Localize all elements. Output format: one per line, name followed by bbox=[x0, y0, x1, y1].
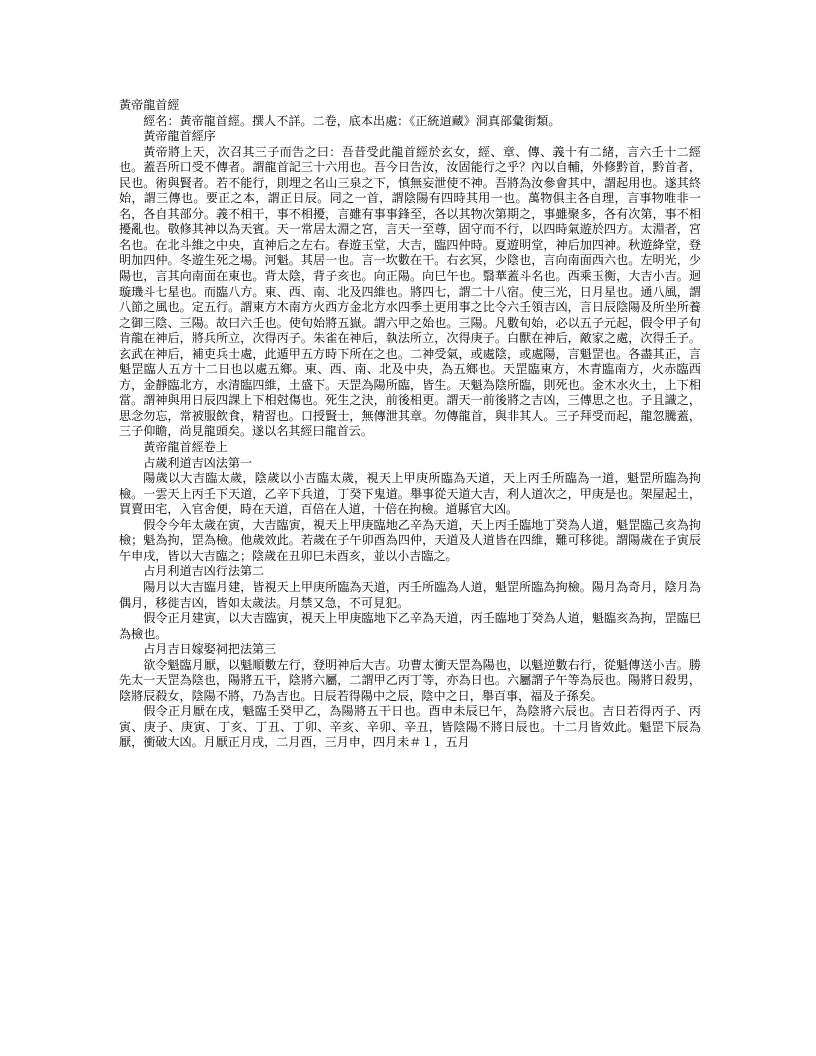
preface-body: 黃帝將上天，次召其三子而告之曰：吾昔受此龍首經於玄女，經、章、傳、義十有二緒，言六壬十二經也。蓋吾所口受不傳者。謂龍首記三十六用也。吾今日告汝，汝固能行之乎？內以自輔，外修黔首，黔首者，民也。術與賢者。若不能行，則埋之名山三泉之下，慎無妄泄使不神。吾將為汝參會其中，謂起用也。遂其終始，謂三傳也。要正之本，謂正日辰。同之一首，謂陰陽有四時其用一也。萬物俱主各自理，言事物唯非一名，各自其部分。義不相干，事不相擾，言雖有事事鋒至，各以其物次第期之，事雖聚多，各有次第，事不相擾亂也。敬修其神以為天賓。天一常居太淵之宮，言天一至尊，固守而不行，以四時氣遊於四方。太淵者，宮名也。在北斗維之中央，直神后之左右。春遊玉堂，大吉，臨四仲時。夏遊明堂，神后加四神。秋遊絳堂，登明加四仲。冬遊生死之場。河魁。其居一也。言一坎數在干。右玄冥，少陰也，言向南面西六也。左明光，少陽也，言其向南面在東也。背太陰，背子亥也。向正陽。向巳午也。翳華蓋斗名也。西乘玉衡，大吉小吉。迴璇璣斗七星也。而臨八方。東、西、南、北及四維也。將四七，謂二十八宿。使三光，日月星也。通八風，謂八節之風也。定五行。謂東方木南方火西方金北方水四季土更用事之比令六壬領吉凶，言日辰陰陽及所坐所養之御三陰、三陽。故曰六壬也。使旬始將五嶽。謂六甲之始也。三陽。凡數旬始，必以五子元起，假令甲子旬肯龍在神后，將兵所立，次得丙子。朱雀在神后，執法所立，次得庚子。白獸在神后，敵家之處，次得壬子。玄武在神后，補吏兵士處，此遁甲五方時下所在之也。二神受氣，或處陰，或處陽，言魁罡也。各盡其正，言魁罡臨人五方十二日也以處五鄉。東、西、南、北及中央，為五鄉也。天罡臨東方，木青臨南方，火赤臨西方，金靜臨北方，水清臨四維，土盛下。天罡為陽所臨，皆生。天魁為陰所臨，則死也。金木水火土，上下相當。謂神與用日辰四課上下相尅傷也。死生之決，前後相更。謂天一前後將之吉凶，三傳思之也。子且識之，思念勿忘，常被服飲食，精習也。口授賢士，無傳泄其章。勿傳龍首，與非其人。三子拜受而起，龍忽騰蓋，三子仰瞻，尚見龍頭矣。遂以名其經曰龍首云。 bbox=[119, 144, 701, 439]
chapter-3-body: 欲令魁臨月厭，以魁順數左行，登明神后大吉。功曹太衝天罡為陽也，以魁逆數右行，從魁傳送小吉。勝先太一天罡為陰也，陽將五干，陰將六屬，二謂甲乙丙丁等，亦為日也。六屬謂子午等為辰也。陽將日殺男，陰將辰殺女，陰陽不將，乃為吉也。日辰若得陽中之辰，陰中之日，舉百事，福及子孫矣。 bbox=[119, 657, 701, 703]
preface-heading: 黃帝龍首經序 bbox=[143, 129, 216, 144]
volume-heading: 黃帝龍首經卷上 bbox=[143, 440, 228, 455]
chapter-1-example: 假令今年太歲在寅，大吉臨寅，視天上甲庚臨地乙辛為天道，天上丙壬臨地丁癸為人道，魁罡臨己亥為拘檢；魁為拘，罡為檢。他歲效此。若歲在子午卯酉為四仲，天道及人道皆在四維，難可移徙。謂陽歲在子寅辰午申戌，皆以大吉臨之；陰歲在丑卯巳未酉亥，並以小吉臨之。 bbox=[119, 517, 701, 563]
document-body bbox=[119, 98, 701, 751]
chapter-1-body: 陽歲以大吉臨太歲，陰歲以小吉臨太歲，視天上甲庚所臨為天道，天上丙壬所臨為一道，魁罡所臨為拘檢。一雲天上丙壬下天道，乙辛下兵道，丁癸下鬼道。舉事從天道大吉，利人道次之，甲庚是也。架屋起土，買賣田宅，入官舍便，時在天道，百倍在人道，十倍在拘檢。道縣官大凶。 bbox=[119, 471, 701, 517]
doc-title: 黃帝龍首經 bbox=[119, 98, 180, 112]
chapter-2-example: 假令正月建寅，以大吉臨寅，視天上甲庚臨地下乙辛為天道，丙壬臨地丁癸為人道，魁臨亥為拘，罡臨巳為檢也。 bbox=[119, 611, 701, 641]
chapter-2-body: 陽月以大吉臨月建，皆視天上甲庚所臨為天道，丙壬所臨為人道，魁罡所臨為拘檢。陽月為奇月，陰月為偶月，移徙吉凶，皆如太歲法。月禁又急，不可見犯。 bbox=[119, 579, 701, 610]
scripture-metadata: 經名：黃帝龍首經。撰人不詳。二卷，底本出處：《正統道藏》洞真部彙街類。 bbox=[143, 113, 561, 128]
chapter-1-heading: 占歲利道吉凶法第一 bbox=[143, 455, 253, 470]
chapter-3-heading: 占月吉日嫁娶祠把法第三 bbox=[143, 642, 277, 657]
chapter-3-example: 假令正月厭在戌，魁臨壬癸甲乙，為陽將五干日也。酉申未辰巳午，為陰將六辰也。吉日若得丙子、丙寅、庚子、庚寅、丁亥、丁丑、丁卯、辛亥、辛卯、辛丑，皆陰陽不將日辰也。十二月皆效此。魁罡下辰為厭，衝破大凶。月厭正月戌，二月酉，三月申，四月未＃１，五月 bbox=[119, 704, 701, 750]
chapter-2-heading: 占月利道吉凶行法第二 bbox=[143, 564, 265, 579]
